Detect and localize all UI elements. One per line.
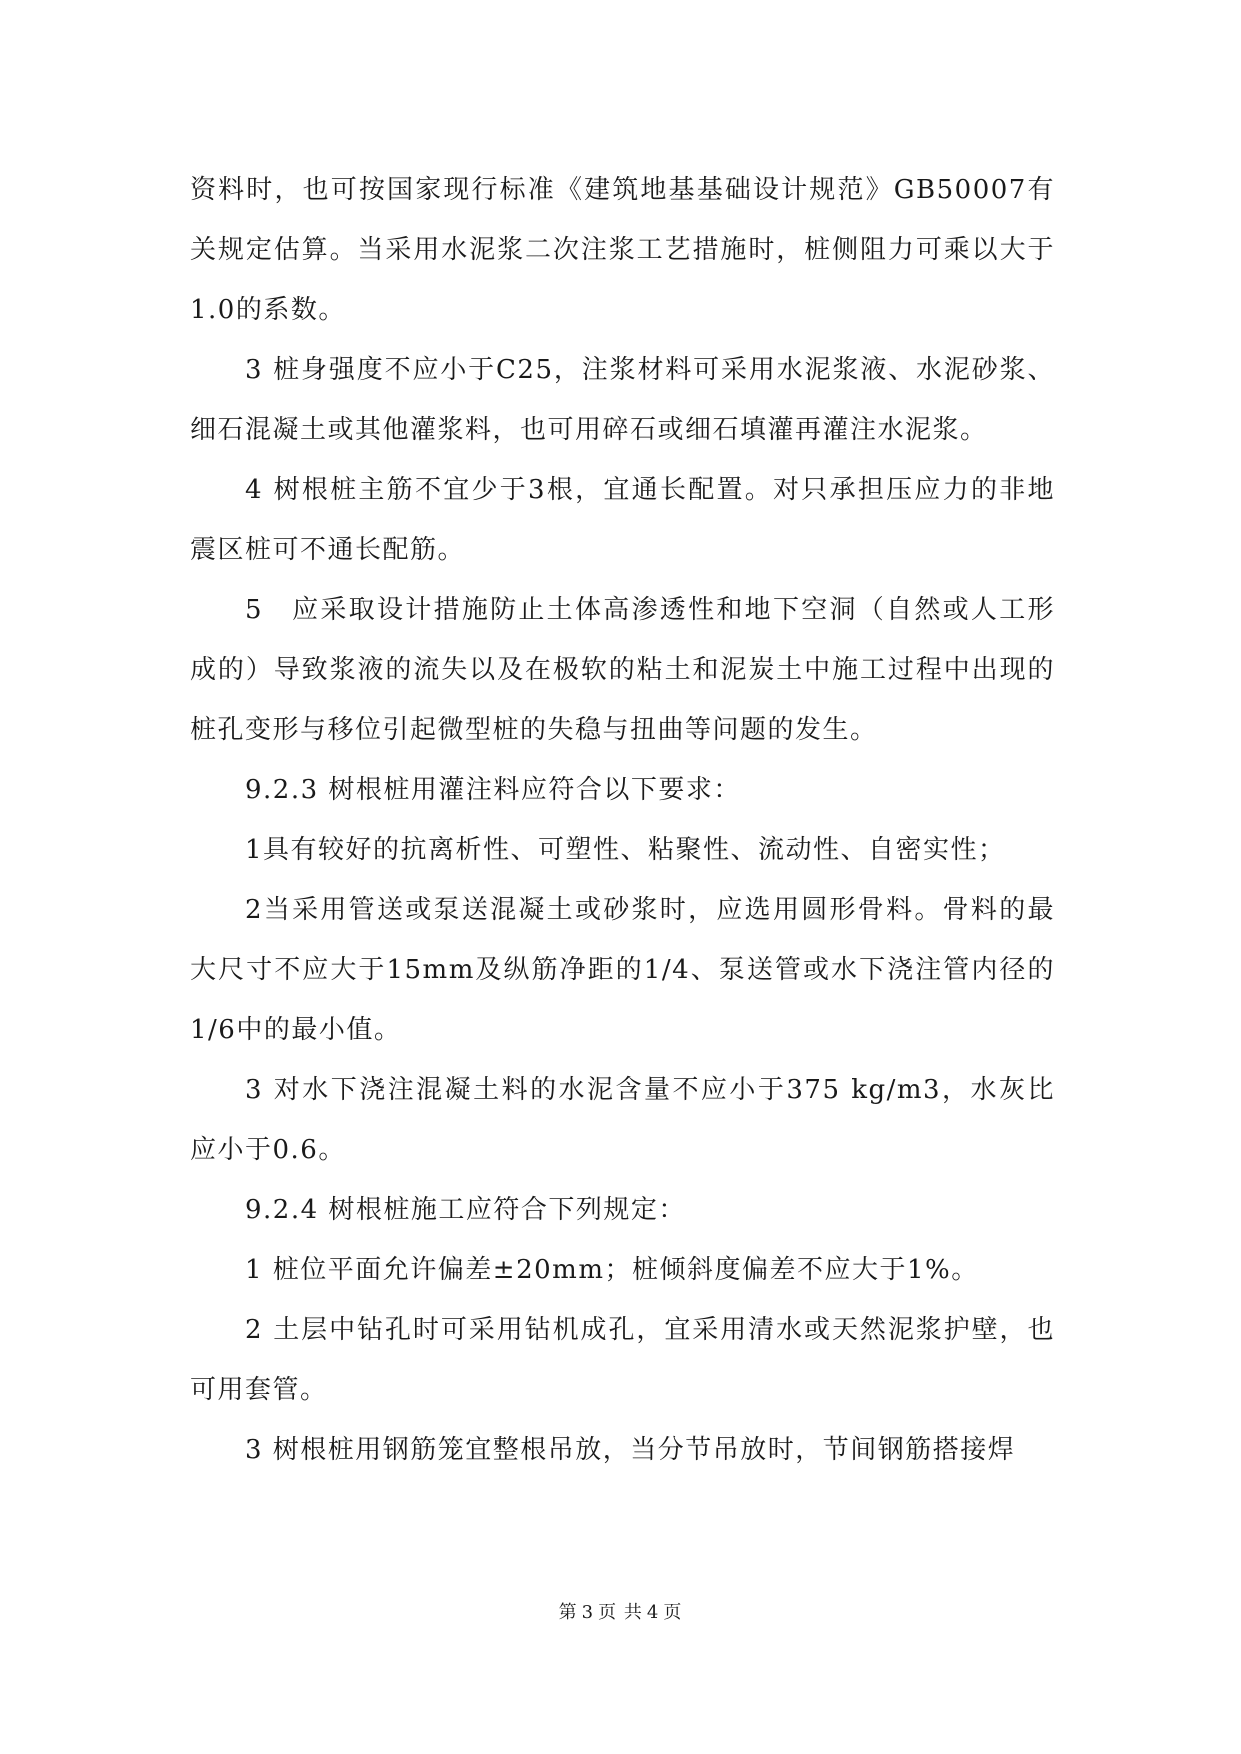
page-footer — [0, 1601, 1241, 1625]
paragraph-10: 1 桩位平面允许偏差±20mm；桩倾斜度偏差不应大于1%。 — [245, 1255, 979, 1285]
body-text — [190, 160, 1055, 1480]
footer-middle: 页 共 — [598, 1602, 643, 1623]
paragraph-6: 1具有较好的抗离析性、可塑性、粘聚性、流动性、自密实性； — [245, 835, 1006, 865]
paragraph-2: 3 桩身强度不应小于C25，注浆材料可采用水泥浆液、水泥砂浆、细石混凝土或其他灌浆料，也可用碎石或细石填灌再灌注水泥浆。 — [190, 355, 1055, 445]
paragraph-11: 2 土层中钻孔时可采用钻机成孔，宜采用清水或天然泥浆护壁，也可用套管。 — [190, 1315, 1055, 1405]
paragraph-8: 3 对水下浇注混凝土料的水泥含量不应小于375 kg/m3，水灰比应小于0.6。 — [190, 1075, 1055, 1165]
footer-suffix: 页 — [663, 1602, 683, 1623]
paragraph-12: 3 树根桩用钢筋笼宜整根吊放，当分节吊放时，节间钢筋搭接焊 — [245, 1435, 1016, 1465]
footer-total-pages: 4 — [646, 1602, 660, 1623]
paragraph-4: 5 应采取设计措施防止土体高渗透性和地下空洞（自然或人工形成的）导致浆液的流失以及在极软的粘土和泥炭土中施工过程中出现的桩孔变形与移位引起微型桩的失稳与扭曲等问题的发生。 — [190, 595, 1055, 745]
footer-current-page: 3 — [581, 1602, 595, 1623]
paragraph-3: 4 树根桩主筋不宜少于3根，宜通长配置。对只承担压应力的非地震区桩可不通长配筋。 — [190, 475, 1055, 565]
footer-prefix: 第 — [558, 1602, 578, 1623]
paragraph-5: 9.2.3 树根桩用灌注料应符合以下要求： — [245, 775, 741, 805]
paragraph-1: 资料时，也可按国家现行标准《建筑地基基础设计规范》GB50007有关规定估算。当采用水泥浆二次注浆工艺措施时，桩侧阻力可乘以大于1.0的系数。 — [190, 175, 1055, 325]
paragraph-9: 9.2.4 树根桩施工应符合下列规定： — [245, 1195, 686, 1225]
paragraph-7: 2当采用管送或泵送混凝土或砂浆时，应选用圆形骨料。骨料的最大尺寸不应大于15mm及纵筋净距的1/4、泵送管或水下浇注管内径的1/6中的最小值。 — [190, 895, 1055, 1045]
